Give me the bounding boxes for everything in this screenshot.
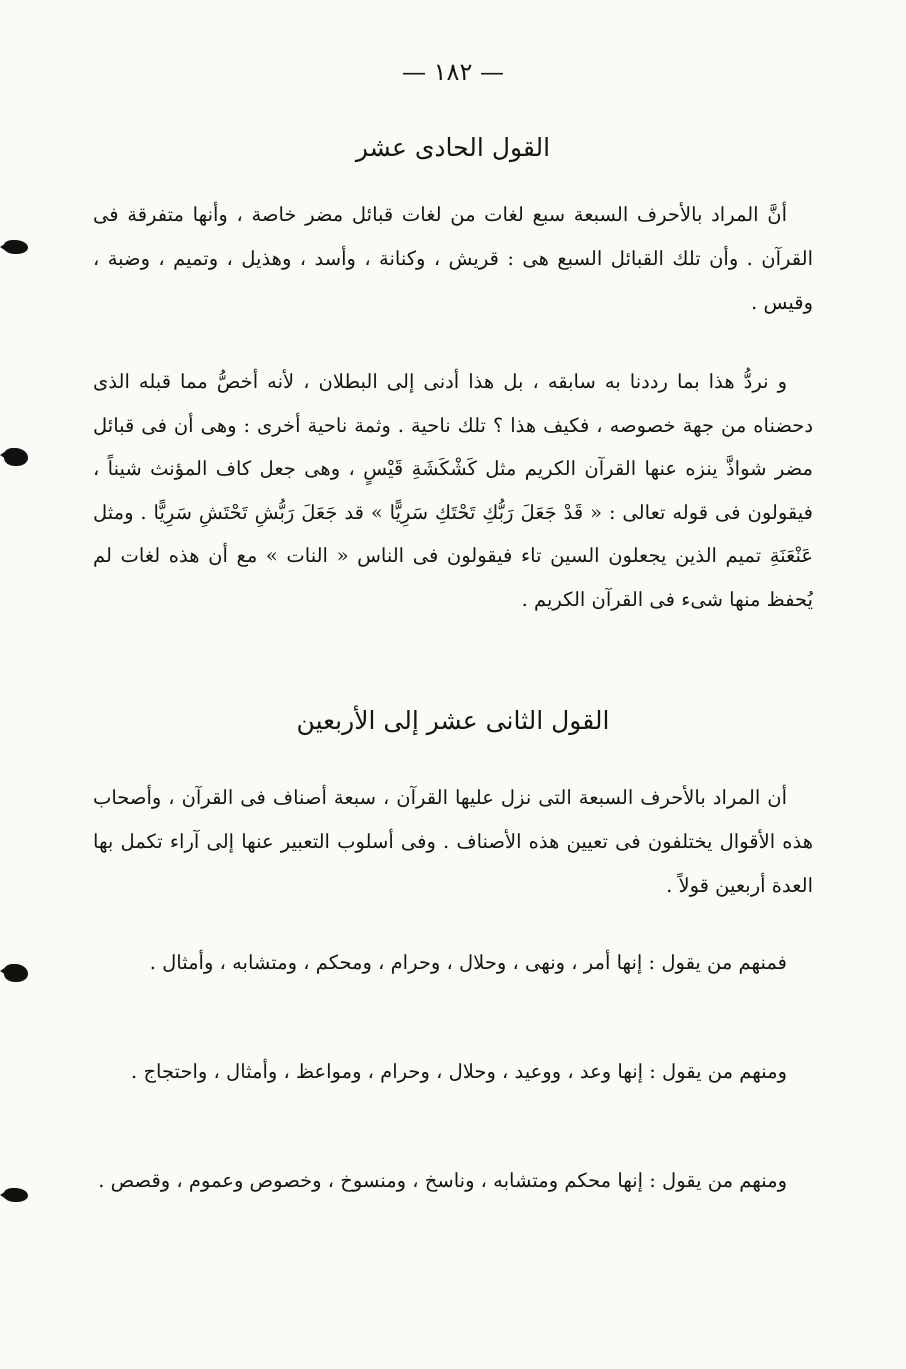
paragraph-opinion-list-3 [93,1159,813,1203]
section-heading-eleventh-opinion: القول الحادى عشر [355,133,551,162]
paragraph-opinion-list-2 [93,1050,813,1094]
paragraph-text: و نردُّ هذا بما رددنا به سابقه ، بل هذا أدنى إلى البطلان ، لأنه أخصُّ مما قبله الذى دحضناه من جهة خصوصه ، فكيف هذا ؟ تلك ناحية . وثمة ناحية أخرى : وهى أن فى قبائل مضر شواذَّ ينزه عنها القرآن الكريم مثل كَشْكَشَةِ قَيْسٍ ، وهى جعل كاف المؤنث شيناً ، فيقولون فى قوله تعالى : « قَدْ جَعَلَ رَبُّكِ تَحْتَكِ سَرِيًّا » قد جَعَلَ رَبُّشِ تَحْتَشِ سَرِيًّا . ومثل عَنْعَنَةِ تميم الذين يجعلون السين تاء فيقولون فى الناس « النات » مع أن هذه لغات لم يُحفظ منها شىء فى القرآن الكريم . [93,370,813,611]
section-heading-twelfth-to-fortieth: القول الثانى عشر إلى الأربعين [296,706,610,735]
margin-ink-mark [4,964,28,982]
paragraph-refutation [93,360,813,621]
margin-ink-mark [4,240,28,254]
paragraph-definition-mudar-dialects [93,193,813,325]
paragraph-text: أنَّ المراد بالأحرف السبعة سبع لغات من لغات قبائل مضر خاصة ، وأنها متفرقة فى القرآن . وأن تلك القبائل السبع هى : قريش ، وكنانة ، وأسد ، وهذيل ، وتميم ، وضبة ، وقيس . [93,203,813,314]
paragraph-text: ومنهم من يقول : إنها محكم ومتشابه ، وناسخ ، ومنسوخ ، وخصوص وعموم ، وقصص . [98,1169,787,1192]
paragraph-seven-categories [93,776,813,908]
paragraph-text: أن المراد بالأحرف السبعة التى نزل عليها القرآن ، سبعة أصناف فى القرآن ، وأصحاب هذه الأقوال يختلفون فى تعيين هذه الأصناف . وفى أسلوب التعبير عنها إلى آراء تكمل بها العدة أربعين قولاً . [93,786,813,897]
paragraph-opinion-list-1 [93,941,813,985]
paragraph-text: ومنهم من يقول : إنها وعد ، ووعيد ، وحلال ، وحرام ، ومواعظ ، وأمثال ، واحتجاج . [131,1060,787,1083]
margin-ink-mark [4,448,28,466]
margin-ink-mark [4,1188,28,1202]
page-number: — ١٨٢ — [402,58,504,86]
paragraph-text: فمنهم من يقول : إنها أمر ، ونهى ، وحلال ، وحرام ، ومحكم ، ومتشابه ، وأمثال . [149,951,787,974]
